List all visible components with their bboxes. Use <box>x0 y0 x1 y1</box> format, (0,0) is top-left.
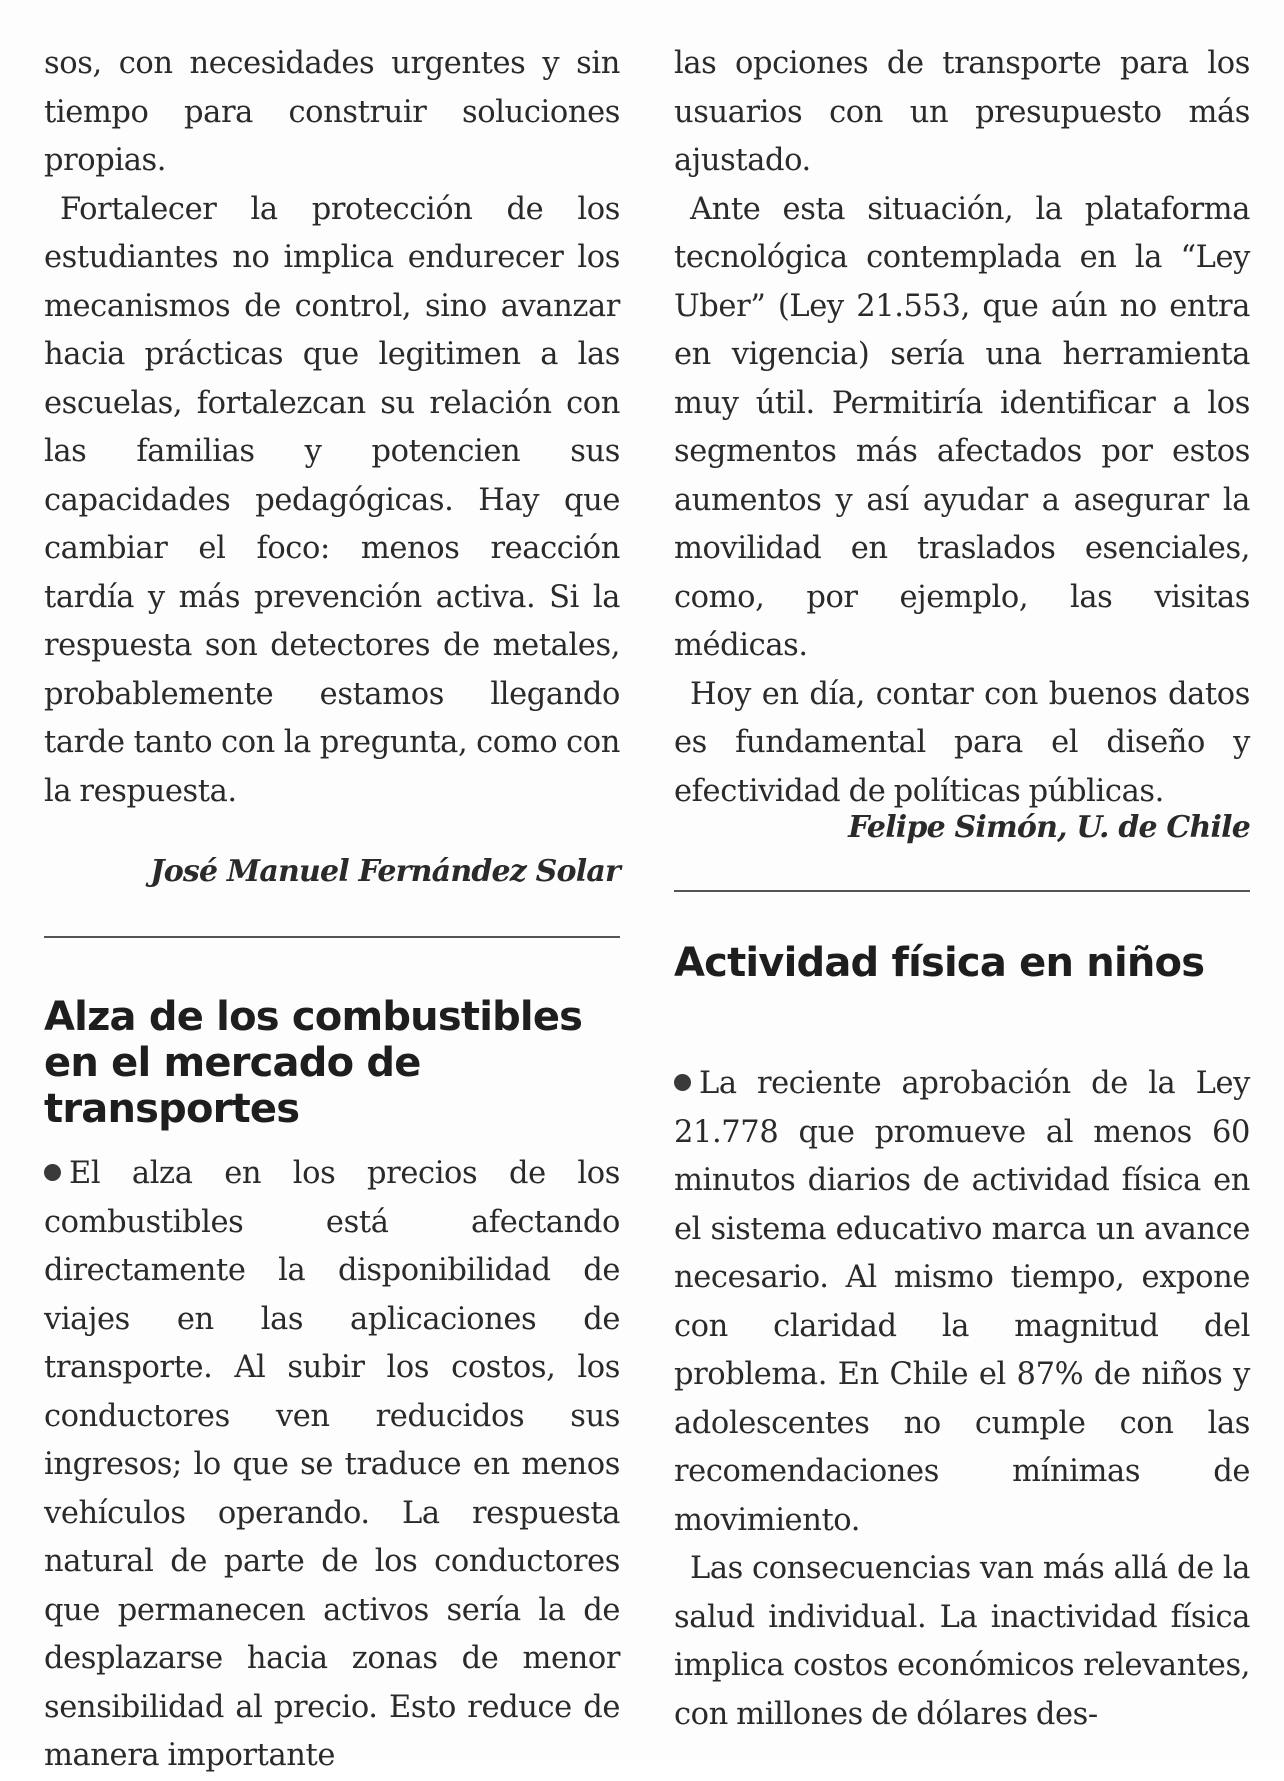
left-paragraph-2: Fortalecer la protección de los estudiantes no implica endurecer los mecanismos de control, sino avanzar hacia prácticas que legitimen a las escuelas, fortalezcan su relación con las familias y potencien sus capacidades pedagógicas. Hay que cambiar el foco: menos reacción tardía y más prevención activa. Si la respuesta son detectores de metales, probablemente estamos llegando tarde tanto con la pregunta, como con la respuesta. <box>44 191 620 809</box>
right-letter-signature: Felipe Simón, U. de Chile <box>848 810 1250 845</box>
physical-activity-letter-body-block <box>674 1060 1250 1739</box>
fuel-letter-body-block <box>44 1150 620 1781</box>
left-continued-paragraph: sos, con necesidades urgentes y sin tiempo para construir soluciones propias. <box>44 46 620 178</box>
right-paragraph-3: Hoy en día, contar con buenos datos es fundamental para el diseño y efectividad de políticas públicas. <box>674 676 1250 809</box>
left-letter-continuation <box>44 40 620 816</box>
right-letter-continuation <box>674 40 1250 816</box>
physical-activity-letter-title: Actividad física en niños <box>674 940 1205 986</box>
left-letter-signature: José Manuel Fernández Solar <box>150 854 620 889</box>
right-divider <box>674 890 1250 892</box>
fuel-letter-title: Alza de los combustibles en el mercado de transportes <box>44 994 583 1132</box>
fuel-letter-body: El alza en los precios de los combustibles está afectando directamente la disponibilidad de viajes en las aplicaciones de transporte. Al subir los costos, los conductores ven reducidos sus ingresos; lo que se traduce en menos vehículos operando. La respuesta natural de parte de los conductores que permanecen activos sería la de desplazarse hacia zonas de menor sensibilidad al precio. Esto reduce de manera importante <box>44 1150 620 1781</box>
right-continued-paragraph: las opciones de transporte para los usuarios con un presupuesto más ajustado. <box>674 46 1250 178</box>
right-paragraph-2: Ante esta situación, la plataforma tecnológica contemplada en la “Ley Uber” (Ley 21.553, que aún no entra en vigencia) sería una herramienta muy útil. Permitiría identificar a los segmentos más afectados por estos aumentos y así ayudar a asegurar la movilidad en traslados esenciales, como, por ejemplo, las visitas médicas. <box>674 191 1250 663</box>
physical-activity-paragraph-2: Las consecuencias van más allá de la salud individual. La inactividad física implica costos económicos relevantes, con millones de dólares des- <box>674 1551 1250 1732</box>
physical-activity-letter-body: La reciente aprobación de la Ley 21.778 que promueve al menos 60 minutos diarios de actividad física en el sistema educativo marca un avance necesario. Al mismo tiempo, expone con claridad la magnitud del problema. En Chile el 87% de niños y adolescentes no cumple con las recomendaciones mínimas de movimiento. <box>674 1060 1250 1545</box>
left-divider <box>44 936 620 938</box>
